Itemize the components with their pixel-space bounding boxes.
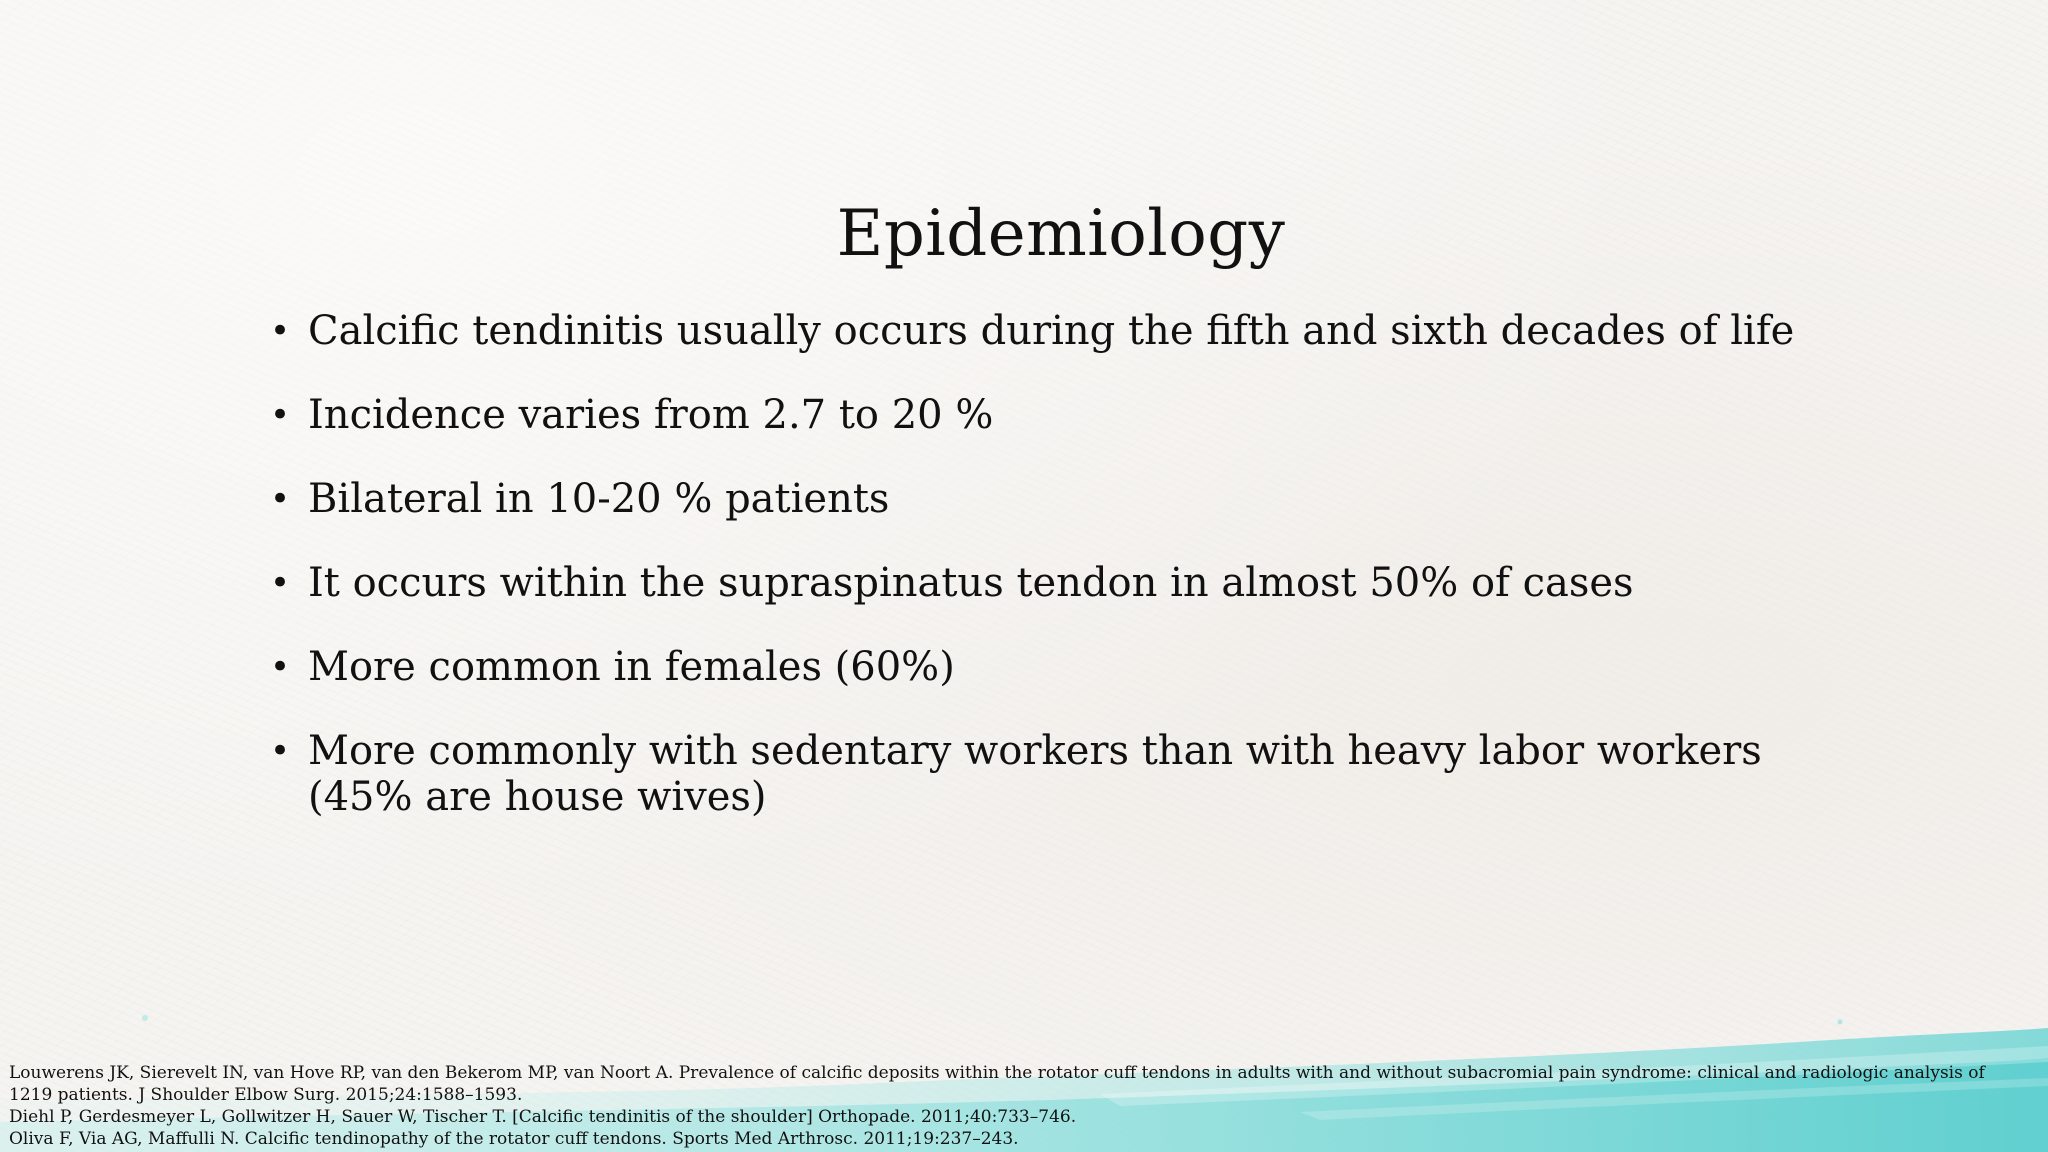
bullet-text: Bilateral in 10-20 % patients [308, 476, 890, 522]
bullet-item [270, 308, 1868, 354]
reference-item: Louwerens JK, Sierevelt IN, van Hove RP, van den Bekerom MP, van Noort A. Prevalence of calcific deposits within the rotator cuff tendons in adults with and without subacromial pain syndrome: clinical and radiologic analysis of 1219 patients. J Shoulder Elbow Surg. 2015;24:1588–1593. [9, 1063, 1985, 1105]
bullet-item [270, 560, 1868, 606]
bullet-item [270, 728, 1868, 820]
bullet-text: Calcific tendinitis usually occurs during the fifth and sixth decades of life [308, 308, 1795, 354]
bullet-icon: • [270, 647, 291, 687]
bullet-icon: • [270, 563, 291, 603]
bullet-icon: • [270, 479, 291, 519]
slide-title: Epidemiology [836, 197, 1286, 271]
bullet-item [270, 476, 1868, 522]
bullet-list [270, 308, 1868, 858]
bullet-text: Incidence varies from 2.7 to 20 % [308, 392, 994, 438]
bullet-icon: • [270, 395, 291, 435]
bullet-text: More common in females (60%) [308, 644, 955, 690]
references [9, 1062, 2029, 1150]
bullet-text: It occurs within the supraspinatus tendon in almost 50% of cases [308, 560, 1634, 606]
bullet-text: More commonly with sedentary workers than with heavy labor workers (45% are house wives) [308, 728, 1762, 820]
bullet-item [270, 392, 1868, 438]
reference-item: Oliva F, Via AG, Maffulli N. Calcific tendinopathy of the rotator cuff tendons. Sports Med Arthrosc. 2011;19:237–243. [9, 1129, 1019, 1149]
bullet-icon: • [270, 311, 291, 351]
reference-item: Diehl P, Gerdesmeyer L, Gollwitzer H, Sauer W, Tischer T. [Calcific tendinitis of the shoulder] Orthopade. 2011;40:733–746. [9, 1107, 1077, 1127]
bullet-icon: • [270, 731, 291, 771]
bullet-item [270, 644, 1868, 690]
